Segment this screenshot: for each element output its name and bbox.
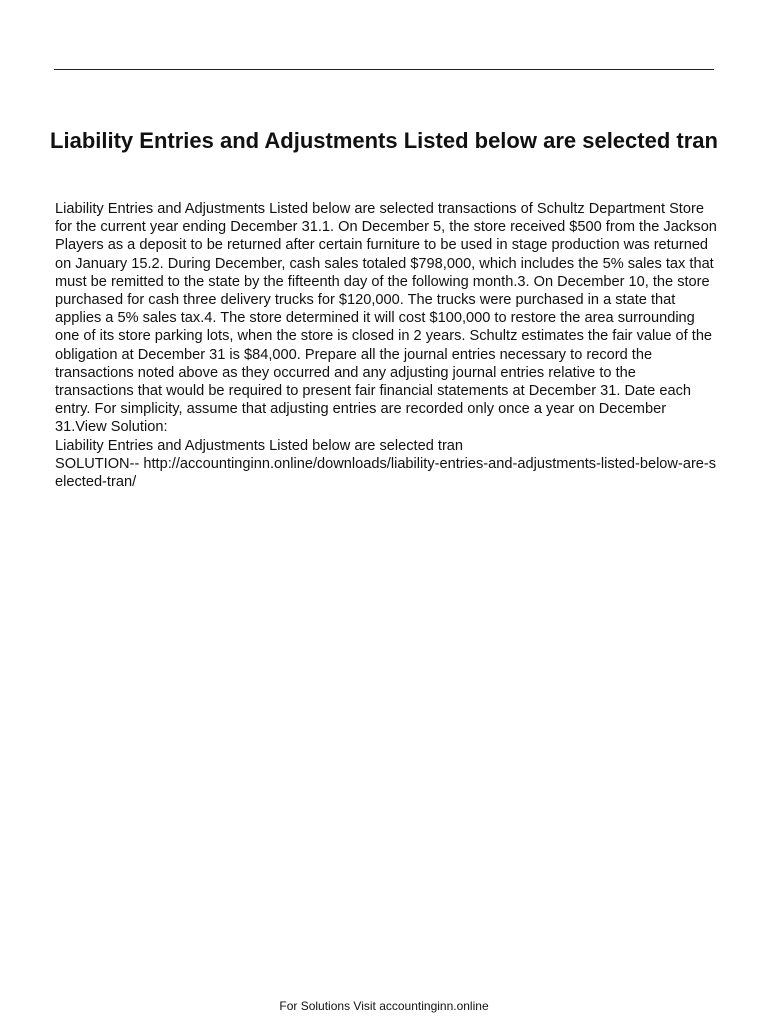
document-body [55,200,717,491]
repeat-title: Liability Entries and Adjustments Listed below are selected tran [55,437,464,454]
body-paragraph: Liability Entries and Adjustments Listed below are selected transactions of Schultz Department Store for the current year ending December 31.1. On December 5, the store received $500 from the Jackson Players as a deposit to be returned after certain furniture to be used in stage production was returned on January 15.2. During December, cash sales totaled $798,000, which includes the 5% sales tax that must be remitted to the state by the fifteenth day of the following month.3. On December 10, the store purchased for cash three delivery trucks for $120,000. The trucks were purchased in a state that applies a 5% sales tax.4. The store determined it will cost $100,000 to restore the area surrounding one of its store parking lots, when the store is closed in 2 years. Schultz estimates the fair value of the obligation at December 31 is $84,000. Prepare all the journal entries necessary to record the transactions noted above as they occurred and any adjusting journal entries relative to the transactions that would be required to present fair financial statements at December 31. Date each entry. For simplicity, assume that adjusting entries are recorded only once a year on December 31.View Solution: [55,201,717,436]
header-divider [54,69,714,70]
page-title: Liability Entries and Adjustments Listed below are selected tran [50,128,718,153]
footer-text: For Solutions Visit accountinginn.online [279,999,489,1013]
solution-link[interactable]: SOLUTION-- http://accountinginn.online/downloads/liability-entries-and-adjustments-listed-below-are-selected-tran/ [55,455,717,491]
